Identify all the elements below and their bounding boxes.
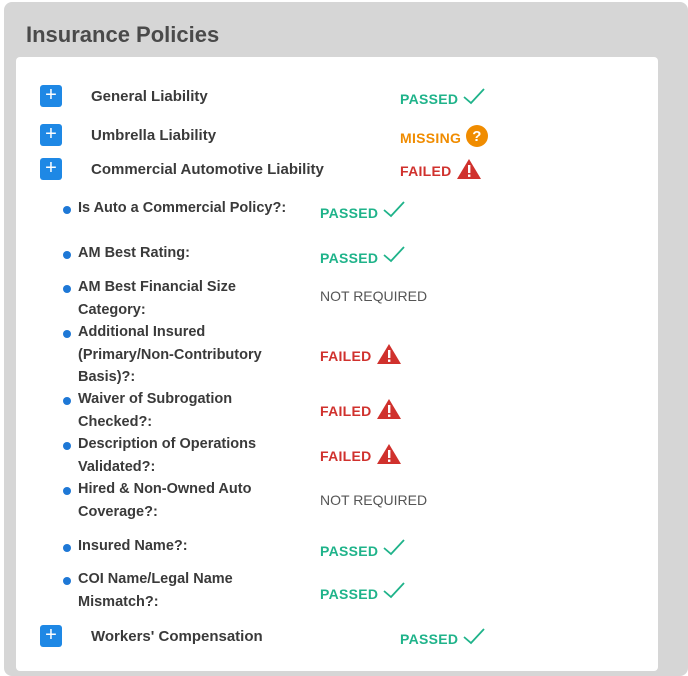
insurance-policies-panel — [4, 2, 688, 676]
check-icon — [382, 537, 406, 557]
check-icon — [382, 199, 406, 219]
status-badge: PASSED — [320, 578, 406, 602]
requirement-label: COI Name/Legal Name Mismatch?: — [78, 571, 233, 610]
expand-general-liability-button[interactable] — [40, 85, 62, 107]
requirement-label: Insured Name?: — [78, 538, 188, 554]
policy-name: Commercial Automotive Liability — [91, 161, 324, 178]
check-icon — [382, 580, 406, 600]
status-badge: PASSED — [320, 197, 406, 221]
status-badge: FAILED — [320, 398, 402, 420]
warning-triangle-icon — [376, 398, 402, 420]
plus-icon: + — [45, 624, 57, 646]
expand-commercial-auto-liability-button[interactable] — [40, 158, 62, 180]
plus-icon: + — [45, 157, 57, 179]
bullet-dot-icon — [63, 285, 71, 293]
check-icon — [382, 244, 406, 264]
warning-triangle-icon — [456, 158, 482, 180]
requirement-label: Additional Insured (Primary/Non-Contributory Basis)?: — [78, 324, 262, 385]
bullet-dot-icon — [63, 397, 71, 405]
status-badge: NOT REQUIRED — [320, 492, 428, 508]
check-icon — [462, 626, 486, 646]
bullet-dot-icon — [63, 487, 71, 495]
status-badge: MISSING ? — [400, 124, 489, 148]
question-circle-icon — [465, 124, 489, 148]
status-badge: PASSED — [400, 625, 486, 647]
status-badge: PASSED — [320, 535, 406, 559]
status-badge: FAILED — [320, 343, 402, 365]
status-badge: FAILED — [400, 158, 482, 180]
expand-workers-compensation-button[interactable] — [40, 625, 62, 647]
svg-text:?: ? — [472, 128, 482, 145]
policy-name: Umbrella Liability — [91, 127, 217, 144]
policies-card — [16, 57, 658, 671]
status-badge: NOT REQUIRED — [320, 288, 428, 304]
bullet-dot-icon — [63, 544, 71, 552]
bullet-dot-icon — [63, 251, 71, 259]
expand-umbrella-liability-button[interactable] — [40, 124, 62, 146]
requirement-label: Waiver of Subrogation Checked?: — [78, 391, 233, 430]
status-badge: FAILED — [320, 443, 402, 465]
status-badge: PASSED — [400, 85, 486, 107]
bullet-dot-icon — [63, 330, 71, 338]
requirement-label: AM Best Rating: — [78, 245, 190, 261]
bullet-dot-icon — [63, 206, 71, 214]
requirement-label: Hired & Non-Owned Auto Coverage?: — [78, 481, 252, 520]
policy-name: Workers' Compensation — [91, 628, 263, 645]
plus-icon: + — [45, 84, 57, 106]
requirement-label: Is Auto a Commercial Policy?: — [78, 200, 287, 216]
requirement-label: AM Best Financial Size Category: — [78, 279, 236, 318]
panel-title: Insurance Policies — [26, 22, 220, 47]
check-icon — [462, 86, 486, 106]
status-badge: PASSED — [320, 242, 406, 266]
policy-name: General Liability — [91, 88, 208, 105]
bullet-dot-icon — [63, 577, 71, 585]
warning-triangle-icon — [376, 443, 402, 465]
plus-icon: + — [45, 123, 57, 145]
requirement-label: Description of Operations Validated?: — [78, 436, 257, 475]
warning-triangle-icon — [376, 343, 402, 365]
bullet-dot-icon — [63, 442, 71, 450]
